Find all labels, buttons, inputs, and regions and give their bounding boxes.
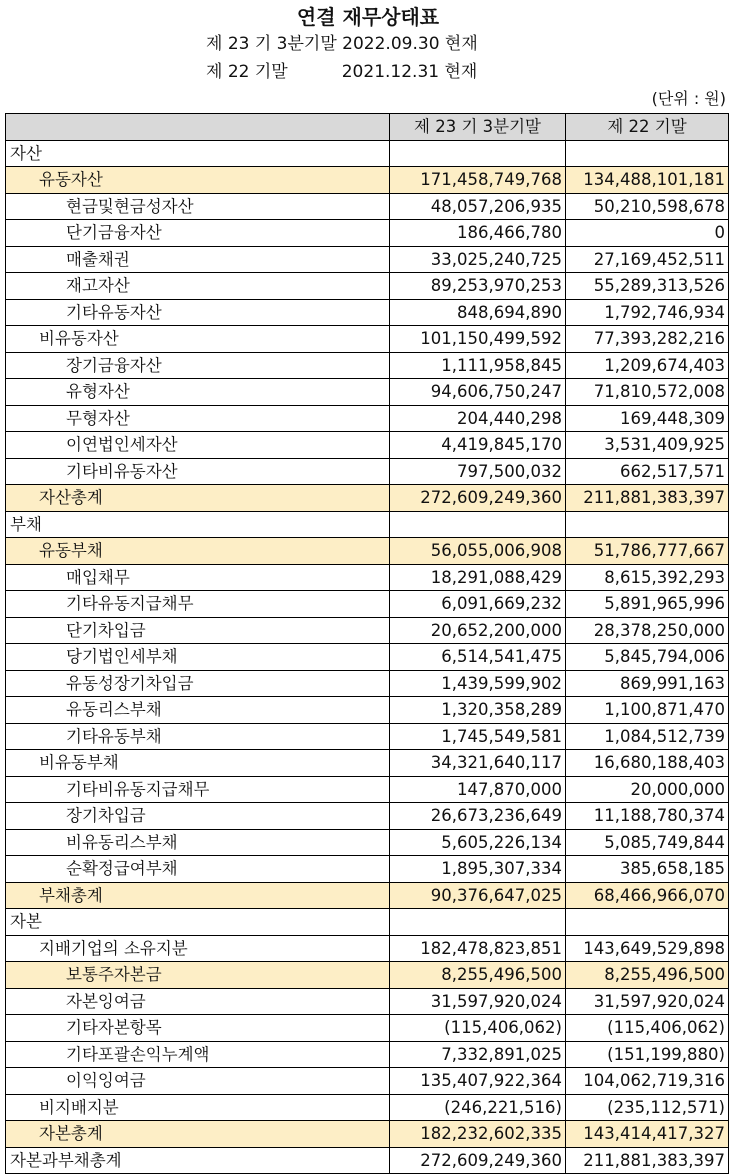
table-row (6, 538, 729, 565)
account-name: 비유동부채 (6, 750, 390, 777)
account-name: 단기차입금 (6, 617, 390, 644)
prior-period-amount: 55,289,313,526 (566, 273, 729, 300)
table-row (6, 1147, 729, 1174)
header-prior-period: 제 22 기말 (566, 114, 729, 141)
table-row (6, 803, 729, 830)
current-period-amount: 186,466,780 (390, 220, 566, 247)
prior-period-amount: 104,062,719,316 (566, 1068, 729, 1095)
period-current: 제 23 기 3분기말 2022.09.30 현재 (206, 34, 478, 54)
account-name: 기타비유동지급채무 (6, 776, 390, 803)
account-name: 비유동자산 (6, 326, 390, 353)
table-row (6, 273, 729, 300)
current-period-amount: 18,291,088,429 (390, 564, 566, 591)
prior-period-amount: 8,255,496,500 (566, 962, 729, 989)
table-row (6, 326, 729, 353)
account-name: 자본총계 (6, 1121, 390, 1148)
account-name: 자본 (6, 909, 390, 936)
current-period-amount: 182,232,602,335 (390, 1121, 566, 1148)
prior-period-amount: 11,188,780,374 (566, 803, 729, 830)
prior-period-amount: 28,378,250,000 (566, 617, 729, 644)
table-row (6, 564, 729, 591)
current-period-amount (390, 140, 566, 167)
table-row (6, 617, 729, 644)
table-row (6, 723, 729, 750)
current-period-amount: 272,609,249,360 (390, 485, 566, 512)
account-name: 현금및현금성자산 (6, 193, 390, 220)
prior-period-amount: 1,084,512,739 (566, 723, 729, 750)
current-period-amount (390, 909, 566, 936)
current-period-amount: 34,321,640,117 (390, 750, 566, 777)
account-name: 유동리스부채 (6, 697, 390, 724)
prior-period-amount: 662,517,571 (566, 458, 729, 485)
table-row (6, 458, 729, 485)
account-name: 비지배지분 (6, 1094, 390, 1121)
prior-period-amount: 1,100,871,470 (566, 697, 729, 724)
table-row (6, 1068, 729, 1095)
account-name: 순확정급여부채 (6, 856, 390, 883)
table-row (6, 856, 729, 883)
table-row (6, 1094, 729, 1121)
account-name: 기타비유동자산 (6, 458, 390, 485)
current-period-amount: 4,419,845,170 (390, 432, 566, 459)
current-period-amount: 1,320,358,289 (390, 697, 566, 724)
current-period-amount: 147,870,000 (390, 776, 566, 803)
current-period-amount (390, 511, 566, 538)
account-name: 매출채권 (6, 246, 390, 273)
table-row (6, 591, 729, 618)
current-period-amount: 90,376,647,025 (390, 882, 566, 909)
table-row (6, 988, 729, 1015)
account-name: 유동자산 (6, 167, 390, 194)
table-row (6, 220, 729, 247)
account-name: 유동성장기차입금 (6, 670, 390, 697)
prior-period-amount: 385,658,185 (566, 856, 729, 883)
table-row (6, 511, 729, 538)
current-period-amount: 101,150,499,592 (390, 326, 566, 353)
prior-period-amount (566, 909, 729, 936)
current-period-amount: 1,111,958,845 (390, 352, 566, 379)
prior-period-amount: (115,406,062) (566, 1015, 729, 1042)
account-name: 유동부채 (6, 538, 390, 565)
account-name: 이익잉여금 (6, 1068, 390, 1095)
table-row (6, 299, 729, 326)
table-row (6, 644, 729, 671)
prior-period-amount: 20,000,000 (566, 776, 729, 803)
current-period-amount: (246,221,516) (390, 1094, 566, 1121)
table-body (6, 140, 729, 1174)
account-name: 자산총계 (6, 485, 390, 512)
table-row (6, 485, 729, 512)
prior-period-amount: 5,085,749,844 (566, 829, 729, 856)
account-name: 부채총계 (6, 882, 390, 909)
prior-period-amount: 0 (566, 220, 729, 247)
current-period-amount: 56,055,006,908 (390, 538, 566, 565)
current-period-amount: 31,597,920,024 (390, 988, 566, 1015)
current-period-amount: 848,694,890 (390, 299, 566, 326)
table-row (6, 352, 729, 379)
table-row (6, 776, 729, 803)
current-period-amount: 797,500,032 (390, 458, 566, 485)
account-name: 장기금융자산 (6, 352, 390, 379)
current-period-amount: 26,673,236,649 (390, 803, 566, 830)
prior-period-amount: 1,792,746,934 (566, 299, 729, 326)
current-period-amount: 1,895,307,334 (390, 856, 566, 883)
current-period-amount: 6,091,669,232 (390, 591, 566, 618)
prior-period-amount: 77,393,282,216 (566, 326, 729, 353)
table-row (6, 1015, 729, 1042)
prior-period-amount: 143,649,529,898 (566, 935, 729, 962)
current-period-amount: 48,057,206,935 (390, 193, 566, 220)
table-row (6, 750, 729, 777)
current-period-amount: 171,458,749,768 (390, 167, 566, 194)
current-period-amount: 8,255,496,500 (390, 962, 566, 989)
current-period-amount: 5,605,226,134 (390, 829, 566, 856)
prior-period-amount: 50,210,598,678 (566, 193, 729, 220)
statement-title: 연결 재무상태표 (296, 5, 440, 29)
table-row (6, 882, 729, 909)
account-name: 자산 (6, 140, 390, 167)
account-name: 기타자본항목 (6, 1015, 390, 1042)
current-period-amount: 1,745,549,581 (390, 723, 566, 750)
current-period-amount: 6,514,541,475 (390, 644, 566, 671)
table-row (6, 1041, 729, 1068)
table-row (6, 379, 729, 406)
account-name: 지배기업의 소유지분 (6, 935, 390, 962)
prior-period-amount: 3,531,409,925 (566, 432, 729, 459)
current-period-amount: (115,406,062) (390, 1015, 566, 1042)
account-name: 기타유동지급채무 (6, 591, 390, 618)
current-period-amount: 94,606,750,247 (390, 379, 566, 406)
account-name: 기타포괄손익누계액 (6, 1041, 390, 1068)
prior-period-amount: 211,881,383,397 (566, 1147, 729, 1174)
account-name: 부채 (6, 511, 390, 538)
current-period-amount: 272,609,249,360 (390, 1147, 566, 1174)
prior-period-amount (566, 511, 729, 538)
table-row (6, 405, 729, 432)
prior-period-amount: 31,597,920,024 (566, 988, 729, 1015)
unit-label: (단위 : 원) (651, 89, 726, 108)
table-row (6, 193, 729, 220)
table-row (6, 246, 729, 273)
account-name: 무형자산 (6, 405, 390, 432)
prior-period-amount: 1,209,674,403 (566, 352, 729, 379)
prior-period-amount: 71,810,572,008 (566, 379, 729, 406)
table-header-row (6, 114, 729, 141)
prior-period-amount: (235,112,571) (566, 1094, 729, 1121)
prior-period-amount (566, 140, 729, 167)
current-period-amount: 89,253,970,253 (390, 273, 566, 300)
current-period-amount: 135,407,922,364 (390, 1068, 566, 1095)
current-period-amount: 204,440,298 (390, 405, 566, 432)
account-name: 단기금융자산 (6, 220, 390, 247)
account-name: 유형자산 (6, 379, 390, 406)
account-name: 기타유동부채 (6, 723, 390, 750)
account-name: 재고자산 (6, 273, 390, 300)
table-row (6, 935, 729, 962)
current-period-amount: 182,478,823,851 (390, 935, 566, 962)
account-name: 장기차입금 (6, 803, 390, 830)
current-period-amount: 33,025,240,725 (390, 246, 566, 273)
prior-period-amount: 169,448,309 (566, 405, 729, 432)
prior-period-amount: 869,991,163 (566, 670, 729, 697)
table-row (6, 167, 729, 194)
table-row (6, 1121, 729, 1148)
current-period-amount: 7,332,891,025 (390, 1041, 566, 1068)
prior-period-amount: 16,680,188,403 (566, 750, 729, 777)
table-row (6, 140, 729, 167)
current-period-amount: 20,652,200,000 (390, 617, 566, 644)
prior-period-amount: 5,845,794,006 (566, 644, 729, 671)
period-prior: 제 22 기말 2021.12.31 현재 (206, 62, 478, 82)
account-name: 매입채무 (6, 564, 390, 591)
account-name: 이연법인세자산 (6, 432, 390, 459)
table-row (6, 829, 729, 856)
header-label (6, 114, 390, 141)
prior-period-amount: 51,786,777,667 (566, 538, 729, 565)
account-name: 비유동리스부채 (6, 829, 390, 856)
current-period-amount: 1,439,599,902 (390, 670, 566, 697)
account-name: 자본잉여금 (6, 988, 390, 1015)
prior-period-amount: 8,615,392,293 (566, 564, 729, 591)
prior-period-amount: 143,414,417,327 (566, 1121, 729, 1148)
prior-period-amount: 134,488,101,181 (566, 167, 729, 194)
prior-period-amount: 27,169,452,511 (566, 246, 729, 273)
account-name: 당기법인세부채 (6, 644, 390, 671)
table-row (6, 962, 729, 989)
table-row (6, 697, 729, 724)
balance-sheet-table (5, 113, 729, 1174)
header-current-period: 제 23 기 3분기말 (390, 114, 566, 141)
prior-period-amount: 5,891,965,996 (566, 591, 729, 618)
table-row (6, 670, 729, 697)
prior-period-amount: (151,199,880) (566, 1041, 729, 1068)
prior-period-amount: 211,881,383,397 (566, 485, 729, 512)
table-row (6, 432, 729, 459)
account-name: 기타유동자산 (6, 299, 390, 326)
account-name: 보통주자본금 (6, 962, 390, 989)
table-row (6, 909, 729, 936)
account-name: 자본과부채총계 (6, 1147, 390, 1174)
prior-period-amount: 68,466,966,070 (566, 882, 729, 909)
